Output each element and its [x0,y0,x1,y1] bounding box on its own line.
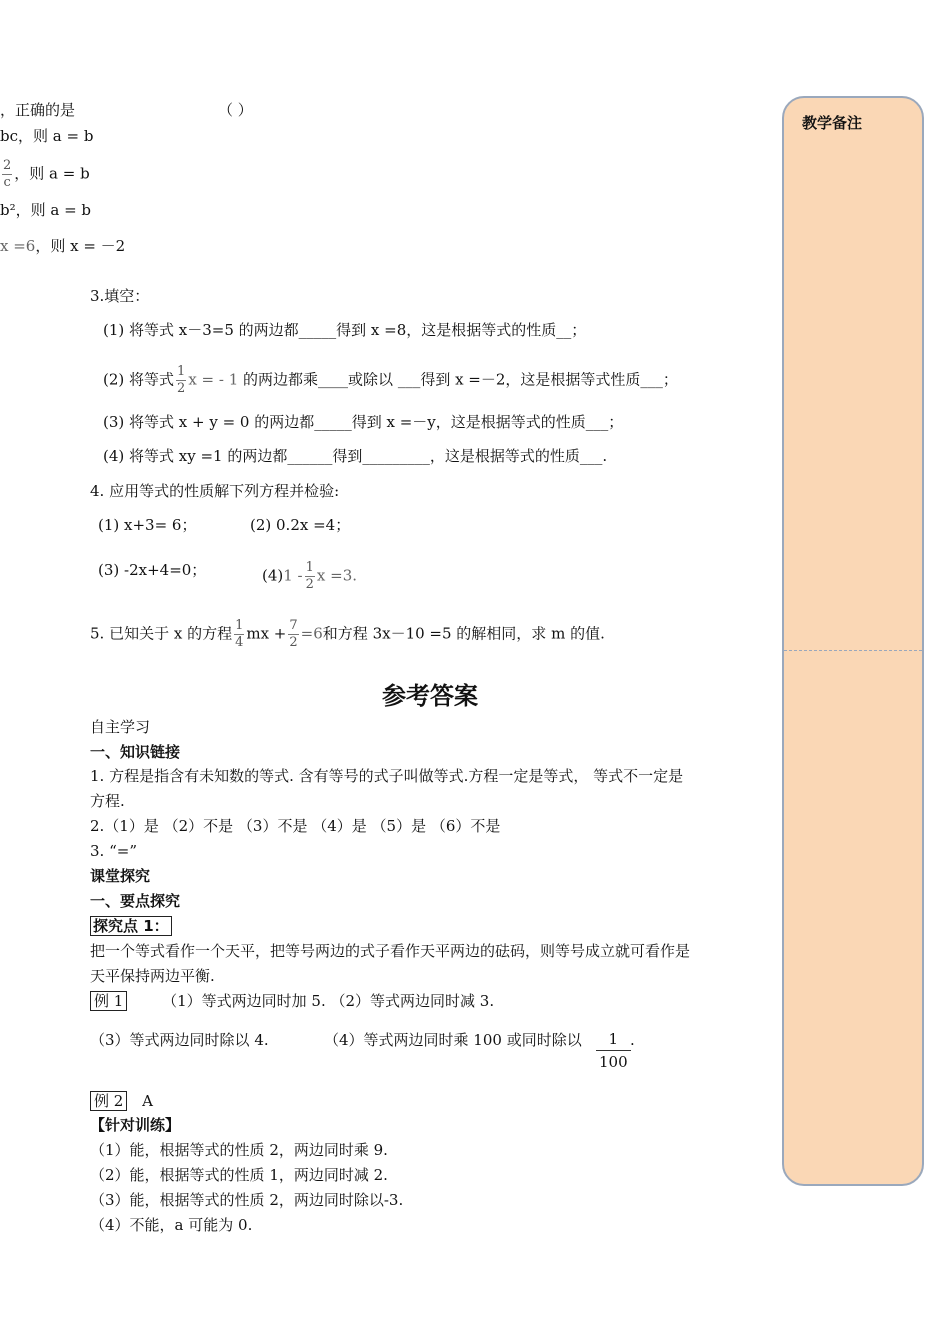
training-heading: 【针对训练】 [90,1116,181,1134]
training-answer-4: （4）不能，a 可能为 0. [90,1216,253,1234]
q3-item-1: (1) 将等式 x－3=5 的两边都_____得到 x =8，这是根据等式的性质__； [103,321,587,339]
q3-item-2: (2) 将等式 $\frac{1}{2}$ x = - 1 的两边都乘____或除以 ___得到 x =－2，这是根据等式性质___； [103,364,678,396]
training-answer-1: （1）能，根据等式的性质 2，两边同时乘 9. [90,1141,388,1159]
q3-item-3: (3) 将等式 x + y = 0 的两边都_____得到 x =－y，这是根据等式的性质___； [103,413,624,431]
q2-option-a: bc，则 a = b [0,127,94,145]
q3-heading: 3.填空： [90,287,150,305]
q5-fraction-2: $\frac{7}{2}$ [289,618,298,650]
knowledge-link-heading: 一、知识链接 [90,743,181,761]
q4-item-4: (4)1 - $\frac{1}{2}$ x =3. [262,560,358,592]
q5-fraction-1: $\frac{1}{4}$ [235,618,244,650]
q5-text: 5. 已知关于 x 的方程 $\frac{1}{4}$ mx + $\frac{7}{2}$ =6和方程 3x－10 =5 的解相同，求 m 的值. [90,618,605,650]
teaching-notes-divider [784,650,922,651]
q4-item-3: (3) -2x+4=0； [98,561,207,579]
explore-point-1-label: 探究点 1： [90,916,172,936]
q2-option-c: b²，则 a = b [0,201,92,219]
q3-item-4: (4) 将等式 xy =1 的两边都______得到_________，这是根据等式的性质___. [103,447,608,465]
q2-option-b: $\frac{2}{c}$ ，则 a = b [3,158,90,190]
classroom-heading: 课堂探究 [90,867,151,885]
example-1-line-2: （3）等式两边同时除以 4. [90,1031,269,1049]
explore-point-1-line-1: 把一个等式看作一个天平，把等号两边的式子看作天平两边的砝码，则等号成立就可看作是 [90,942,691,960]
example-1-line-2-end: . [630,1031,635,1049]
example-1-fraction: $\frac{1}{100}$ [596,1028,631,1073]
answer-2: 2.（1）是 （2）不是 （3）不是 （4）是 （5）是 （6）不是 [90,817,501,835]
key-points-heading: 一、要点探究 [90,892,181,910]
explore-point-1-line-2: 天平保持两边平衡. [90,967,215,985]
q4-heading: 4. 应用等式的性质解下列方程并检验: [90,482,340,500]
answer-1-line-1: 1. 方程是指含有未知数的等式. 含有等号的式子叫做等式.方程一定是等式， 等式不一定是 [90,767,684,785]
answer-3: 3. “=” [90,842,137,860]
example-1-label: 例 1 [90,991,127,1011]
training-answer-2: （2）能，根据等式的性质 1，两边同时减 2. [90,1166,388,1184]
teaching-notes-title: 教学备注 [802,114,863,132]
q2-answer-paren: （ ） [218,101,253,119]
q4-item-4-fraction: $\frac{1}{2}$ [305,560,314,592]
q4-item-1: (1) x+3= 6； [98,516,197,534]
q2-option-d: x =6，则 x = －2 [0,237,126,255]
q3-item-2-fraction: $\frac{1}{2}$ [177,364,186,396]
example-2-label: 例 2 [90,1091,127,1111]
teaching-notes-panel [782,96,924,1186]
example-1-line-1: 例 1 （1）等式两边同时加 5. （2）等式两边同时减 3. [90,991,494,1011]
q2-stem: ，正确的是 [0,101,76,119]
answer-key-title: 参考答案 [382,682,478,710]
answer-1-line-2: 方程. [90,792,125,810]
q2-option-b-fraction: $\frac{2}{c}$ [3,158,12,190]
q4-item-2: (2) 0.2x =4； [250,516,351,534]
example-1-line-2b: （4）等式两边同时乘 100 或同时除以 [324,1031,582,1049]
training-answer-3: （3）能，根据等式的性质 2，两边同时除以-3. [90,1191,404,1209]
example-2-line: 例 2 A [90,1091,153,1111]
self-study-heading: 自主学习 [90,718,151,736]
